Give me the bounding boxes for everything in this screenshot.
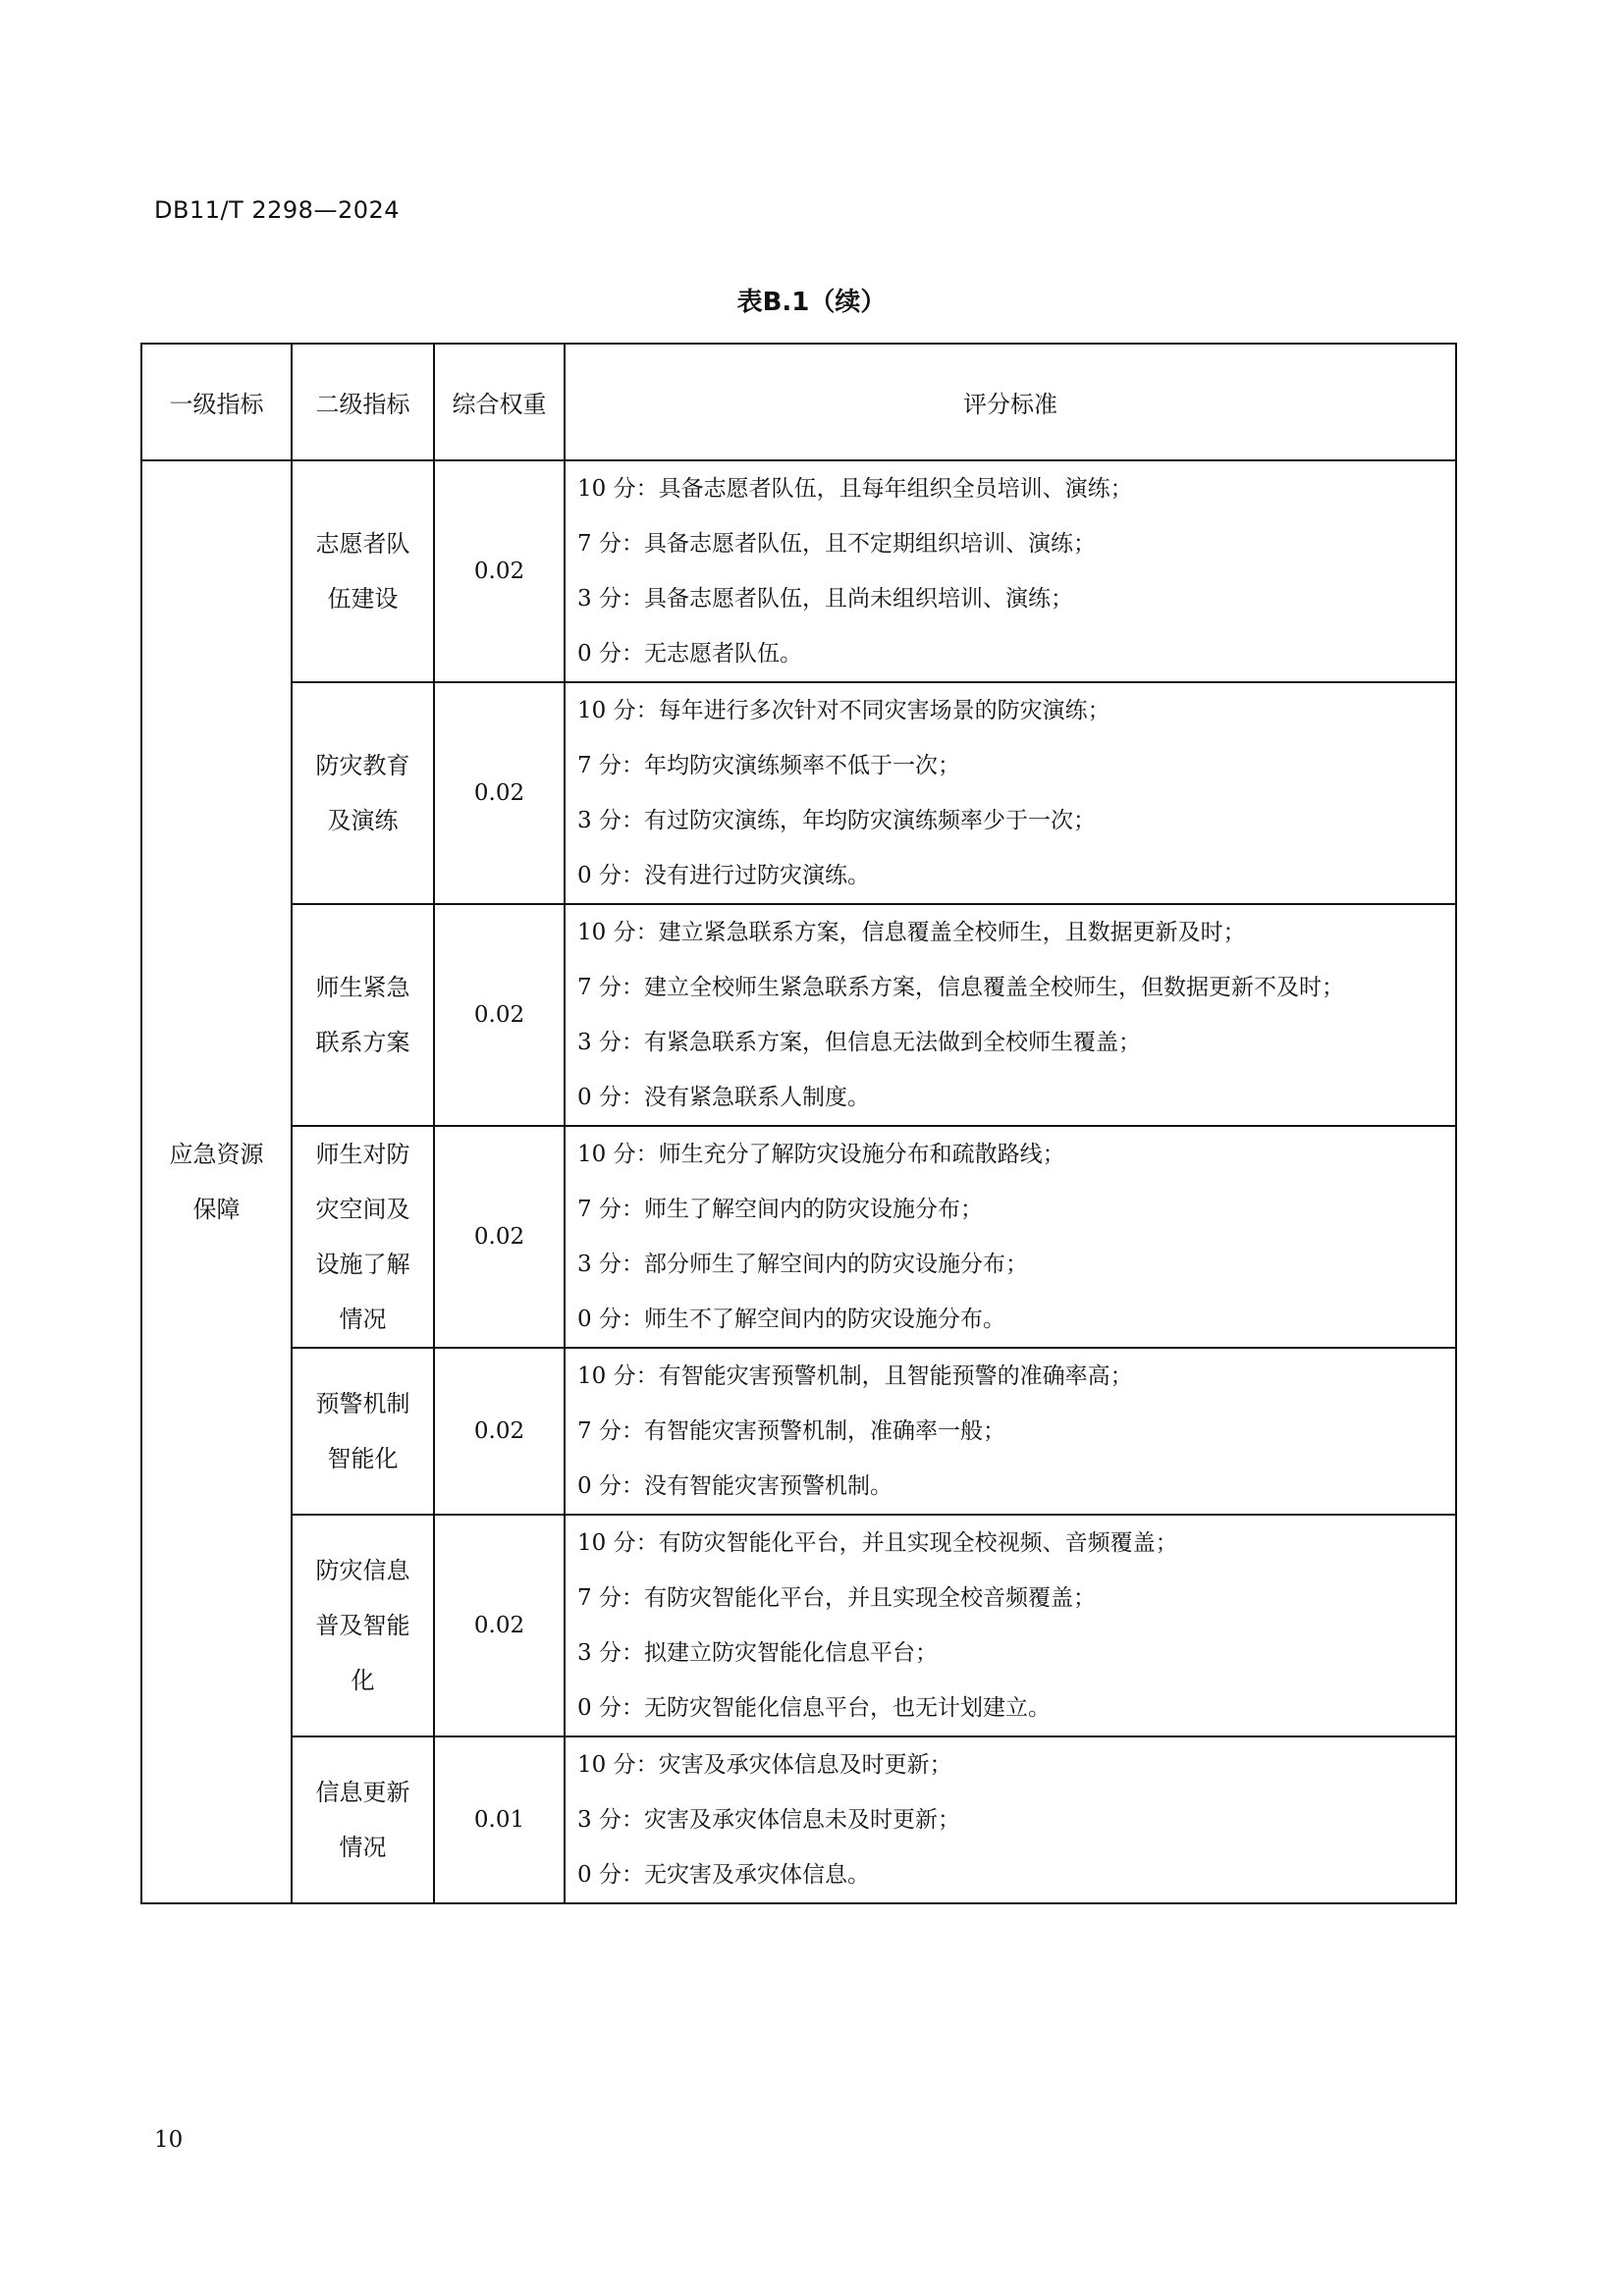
criteria-line: 7 分：师生了解空间内的防灾设施分布； [577,1197,983,1222]
criteria-line: 10 分：师生充分了解防灾设施分布和疏散路线； [577,1142,1065,1167]
scoring-criteria [565,1348,1456,1515]
criteria-line: 10 分：具备志愿者队伍，且每年组织全员培训、演练； [577,476,1133,502]
criteria-line: 7 分：具备志愿者队伍，且不定期组织培训、演练； [577,531,1096,557]
level2-indicator: 预警机制 智能化 [292,1348,434,1515]
table-header-row [141,344,1456,460]
scoring-criteria [565,904,1456,1126]
table-row [141,460,1456,682]
level1-indicator: 应急资源 保障 [141,460,292,1903]
criteria-line: 0 分：无灾害及承灾体信息。 [577,1862,870,1888]
table-row [141,904,1456,1126]
criteria-line: 3 分：有过防灾演练，年均防灾演练频率少于一次； [577,808,1096,833]
criteria-line: 3 分：具备志愿者队伍，且尚未组织培训、演练； [577,586,1073,612]
level2-indicator: 志愿者队 伍建设 [292,460,434,682]
level2-indicator: 信息更新 情况 [292,1736,434,1903]
criteria-line: 0 分：无防灾智能化信息平台，也无计划建立。 [577,1695,1051,1721]
criteria-line: 7 分：建立全校师生紧急联系方案，信息覆盖全校师生，但数据更新不及时； [577,975,1344,1000]
criteria-line: 10 分：每年进行多次针对不同灾害场景的防灾演练； [577,698,1110,723]
criteria-line: 10 分：灾害及承灾体信息及时更新； [577,1752,952,1778]
criteria-line: 3 分：有紧急联系方案，但信息无法做到全校师生覆盖； [577,1030,1141,1055]
weight-value: 0.01 [434,1736,565,1903]
weight-value: 0.02 [434,1348,565,1515]
criteria-line: 10 分：有智能灾害预警机制，且智能预警的准确率高； [577,1363,1133,1389]
criteria-line: 10 分：建立紧急联系方案，信息覆盖全校师生，且数据更新及时； [577,920,1246,945]
evaluation-table [140,343,1457,1904]
scoring-criteria [565,1515,1456,1736]
table-title: 表B.1（续） [736,288,887,317]
scoring-criteria [565,682,1456,904]
weight-value: 0.02 [434,460,565,682]
weight-value: 0.02 [434,1126,565,1348]
criteria-line: 7 分：有智能灾害预警机制，准确率一般； [577,1418,1005,1444]
weight-value: 0.02 [434,682,565,904]
table-row [141,682,1456,904]
weight-value: 0.02 [434,1515,565,1736]
criteria-line: 3 分：拟建立防灾智能化信息平台； [577,1640,938,1666]
weight-value: 0.02 [434,904,565,1126]
page-number: 10 [154,2127,184,2153]
column-header-weight: 综合权重 [434,344,565,460]
column-header-level1: 一级指标 [141,344,292,460]
column-header-criteria: 评分标准 [565,344,1456,460]
scoring-criteria [565,460,1456,682]
column-header-level2: 二级指标 [292,344,434,460]
criteria-line: 7 分：年均防灾演练频率不低于一次； [577,753,960,778]
table-row [141,1736,1456,1903]
criteria-line: 0 分：无志愿者队伍。 [577,641,802,667]
criteria-line: 0 分：师生不了解空间内的防灾设施分布。 [577,1307,1005,1332]
criteria-line: 3 分：灾害及承灾体信息未及时更新； [577,1807,960,1833]
criteria-line: 7 分：有防灾智能化平台，并且实现全校音频覆盖； [577,1585,1096,1611]
criteria-line: 0 分：没有智能灾害预警机制。 [577,1473,893,1499]
criteria-line: 0 分：没有紧急联系人制度。 [577,1085,870,1110]
document-code: DB11/T 2298—2024 [154,196,401,224]
level2-indicator: 防灾教育 及演练 [292,682,434,904]
level2-indicator: 师生对防 灾空间及 设施了解 情况 [292,1126,434,1348]
criteria-line: 0 分：没有进行过防灾演练。 [577,863,870,888]
level2-indicator: 防灾信息 普及智能 化 [292,1515,434,1736]
level2-indicator: 师生紧急 联系方案 [292,904,434,1126]
table-row [141,1515,1456,1736]
table-body [141,460,1456,1903]
scoring-criteria [565,1126,1456,1348]
table-row [141,1348,1456,1515]
table-row [141,1126,1456,1348]
criteria-line: 3 分：部分师生了解空间内的防灾设施分布； [577,1252,1028,1277]
scoring-criteria [565,1736,1456,1903]
criteria-line: 10 分：有防灾智能化平台，并且实现全校视频、音频覆盖； [577,1530,1178,1556]
